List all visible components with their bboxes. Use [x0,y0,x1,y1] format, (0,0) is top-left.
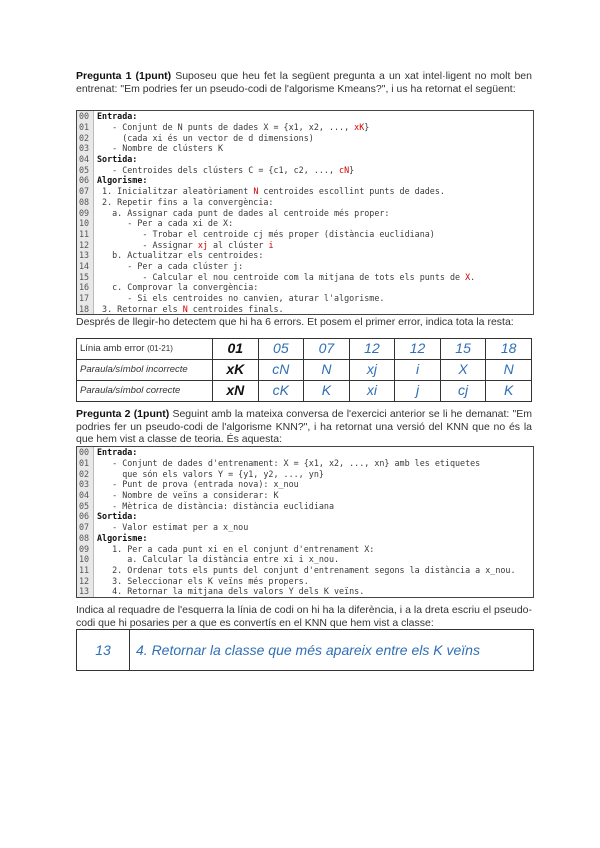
code-text [94,229,435,239]
code-text [94,447,137,457]
line-number: 11 [77,565,94,576]
code-token: - Trobar el centroide cj més proper (distància euclidiana) [97,228,435,239]
code-token: que són els valors Y = {y1, y2, ..., yn} [97,468,324,479]
code-text [94,501,334,511]
incorrect-symbol-cell [349,360,395,381]
code-token: c. Comprovar la convergència: [97,282,259,293]
row-label-correct: Paraula/símbol correcte [77,381,213,402]
error-line-cell [258,339,304,360]
line-number: 04 [77,490,94,501]
incorrect-symbol: xK [226,361,245,377]
code-token: - Nombre de veïns a considerar: K [97,490,279,501]
code-text [94,197,273,207]
row-label-lines-text: Línia amb error [80,343,145,354]
code-text [94,272,475,282]
code-line [77,186,533,197]
error-line: 01 [227,340,244,356]
q1-intro: Suposeu que heu fet la següent pregunta a un xat intel·ligent no molt ben entrenat: "Em podries fer un pseudo-codi de l'algorisme Kmeans?", i us ha retornat el següent: [76,70,532,95]
incorrect-symbol: N [321,361,332,377]
line-number: 00 [77,447,94,458]
code-line [77,122,533,133]
code-text [94,479,299,489]
line-number: 08 [77,533,94,544]
code-line [77,565,533,576]
line-number: 02 [77,132,94,143]
line-number: 01 [77,122,94,133]
code-line [77,533,533,544]
code-text [94,544,374,554]
code-text [94,533,147,543]
code-text [94,261,243,271]
q2-title: Pregunta 2 (1punt) [76,408,170,420]
line-number: 09 [77,207,94,218]
code-line [77,207,533,218]
code-line [77,447,533,458]
code-line [77,282,533,293]
error-token: N [253,186,259,197]
correct-symbol: cj [458,382,469,398]
code-token: centroides finals. [187,303,284,314]
correct-symbol: xi [366,382,378,398]
code-line [77,522,533,533]
code-line [77,293,533,304]
code-text [94,250,263,260]
q1-error-table [76,338,532,402]
code-text [94,282,258,292]
correct-symbol: cK [272,382,290,398]
incorrect-symbol-cell [213,360,259,381]
code-token: - Mètrica de distància: distància euclidiana [97,500,334,511]
code-line [77,132,533,143]
line-number: 00 [77,111,94,122]
code-text [94,175,147,185]
code-token: 3. Retornar els [97,303,183,314]
code-line [77,111,533,122]
correct-symbol: K [321,382,332,398]
line-number: 12 [77,575,94,586]
code-text [94,511,137,521]
correct-symbol-cell [486,381,532,402]
code-line [77,303,533,314]
code-token: Entrada: [97,447,138,458]
code-text [94,165,354,175]
line-number: 10 [77,554,94,565]
incorrect-symbol-cell [304,360,350,381]
code-line [77,218,533,229]
code-text [94,565,516,575]
code-token: a. Calcular la distància entre xi i x_nou. [97,554,340,565]
code-line [77,175,533,186]
code-line [77,239,533,250]
code-line [77,250,533,261]
error-line-cell [486,339,532,360]
q2-code-block [76,446,534,598]
q1-title: Pregunta 1 (1punt) [76,70,172,82]
code-token: - Punt de prova (entrada nova): x_nou [97,479,299,490]
line-number: 05 [77,500,94,511]
code-token: 2. Repetir fins a la convergència: [97,196,274,207]
code-token: Sortida: [97,511,138,522]
code-text [94,186,445,196]
code-token: - Conjunt de dades d'entrenament: X = {x1, x2, ..., xn} amb les etiquetes [97,458,481,469]
line-number: 07 [77,522,94,533]
code-text [94,218,233,228]
code-token: 1. Per a cada punt xi en el conjunt d'entrenament X: [97,543,375,554]
answer-text-cell [130,630,533,670]
code-token: 2. Ordenar tots els punts del conjunt d'entrenament segons la distància a x_nou. [97,564,516,575]
answer-line: 13 [95,642,111,658]
line-number: 03 [77,143,94,154]
line-number: 13 [77,250,94,261]
code-token: } [364,122,370,133]
incorrect-symbol: cN [272,361,290,377]
incorrect-symbol: i [415,361,420,377]
q2-intro: Seguint amb la mateixa conversa de l'exercici anterior se li he demanat: "Em podries fer un pseudo-codi de l'algorisme KNN?", i ha retornat una versió del KNN que no és la que hem vist a classe de teoria. És aquesta: [76,408,532,445]
line-number: 15 [77,271,94,282]
incorrect-row [77,360,532,381]
line-number: 06 [77,511,94,522]
code-text [94,576,309,586]
code-text [94,133,314,143]
code-line [77,500,533,511]
line-number: 16 [77,282,94,293]
code-token: al clúster [207,239,269,250]
correct-symbol-cell [395,381,441,402]
answer-line-cell [77,630,130,670]
code-token: Algorisme: [97,175,148,186]
code-text [94,240,274,250]
code-line [77,543,533,554]
incorrect-symbol: X [458,361,468,377]
code-text [94,469,324,479]
error-line-cell [304,339,350,360]
code-token: - Si els centroides no canvien, aturar l'algorisme. [97,293,385,304]
error-line-row [77,339,532,360]
code-text [94,490,279,500]
code-line [77,479,533,490]
line-number: 09 [77,543,94,554]
code-text [94,208,389,218]
code-token: - Nombre de clústers K [97,143,224,154]
code-token: 4. Retornar la mitjana dels valors Y dels K veïns. [97,586,365,597]
correct-symbol: K [504,382,514,398]
line-number: 17 [77,293,94,304]
line-number: 18 [77,303,94,314]
error-token: xK [354,122,365,133]
code-line [77,468,533,479]
code-text [94,554,339,564]
correct-symbol: j [415,382,420,398]
error-line-cell [440,339,486,360]
line-number: 12 [77,239,94,250]
line-number: 01 [77,458,94,469]
row-label-incorrect: Paraula/símbol incorrecte [77,360,213,381]
code-line [77,271,533,282]
line-number: 07 [77,186,94,197]
code-token: - Centroides dels clústers C = {c1, c2, ..., [97,164,340,175]
error-line: 05 [273,340,289,356]
code-line [77,164,533,175]
code-token: } [349,164,355,175]
code-token: - Valor estimat per a x_nou [97,522,249,533]
line-number: 05 [77,164,94,175]
error-token: xj [197,239,208,250]
correct-row [77,381,532,402]
row-label-lines [77,339,213,360]
error-line-cell [213,339,259,360]
correct-symbol-cell [440,381,486,402]
code-token: - Per a cada xi de X: [97,218,234,229]
code-text [94,304,284,314]
code-line [77,143,533,154]
incorrect-symbol-cell [486,360,532,381]
line-number: 08 [77,197,94,208]
code-token: - Conjunt de N punts de dades X = {x1, x2, ..., [97,122,355,133]
code-token: - Per a cada clúster j: [97,260,244,271]
q2-statement [76,408,532,446]
code-token: a. Assignar cada punt de dades al centroide més proper: [97,207,390,218]
code-line [77,575,533,586]
code-text [94,522,248,532]
code-line [77,261,533,272]
code-text [94,122,369,132]
incorrect-symbol-cell [395,360,441,381]
error-line: 15 [455,340,471,356]
code-text [94,586,364,596]
code-token: Entrada: [97,111,138,122]
code-text [94,154,137,164]
q2-answer-box [76,629,534,671]
code-line [77,511,533,522]
correct-symbol-cell [213,381,259,402]
correct-symbol-cell [349,381,395,402]
code-line [77,154,533,165]
q1-instructions: Després de llegir-ho detectem que hi ha 6 errors. Et posem el primer error, indica tota la resta: [76,316,514,328]
correct-symbol-cell [258,381,304,402]
code-token: . [470,271,476,282]
code-token: 1. Inicialitzar aleatòriament [97,186,254,197]
incorrect-symbol-cell [258,360,304,381]
code-line [77,458,533,469]
incorrect-symbol-cell [440,360,486,381]
error-token: N [182,303,188,314]
error-line: 07 [318,340,335,356]
q2-instructions: Indica al requadre de l'esquerra la línia de codi on hi ha la diferència, i a la dreta escriu el pseudo-codi que hi posaries per a que es convertís en el KNN que hem vist a classe: [76,604,532,629]
code-text [94,458,480,468]
line-number: 03 [77,479,94,490]
line-number: 14 [77,261,94,272]
code-line [77,586,533,597]
code-token: Sortida: [97,154,138,165]
code-text [94,293,384,303]
line-number: 13 [77,586,94,597]
line-number: 04 [77,154,94,165]
code-line [77,490,533,501]
line-number: 02 [77,468,94,479]
code-text [94,111,137,121]
code-token: (cada xi és un vector de d dimensions) [97,132,314,143]
incorrect-symbol: N [503,361,514,377]
code-token: Algorisme: [97,532,148,543]
error-line: 12 [409,340,426,356]
code-token: - Assignar [97,239,198,250]
line-number: 06 [77,175,94,186]
answer-text: 4. Retornar la classe que més apareix entre els K veïns [136,642,480,658]
code-line [77,229,533,240]
row-label-range: (01-21) [147,344,173,353]
q1-statement [76,70,532,95]
code-token: centroides escollint punts de dades. [258,186,445,197]
line-number: 11 [77,229,94,240]
code-line [77,554,533,565]
error-token: X [465,271,471,282]
correct-symbol-cell [304,381,350,402]
error-token: cN [339,164,350,175]
error-line-cell [395,339,441,360]
correct-symbol: xN [226,382,245,398]
line-number: 10 [77,218,94,229]
error-line-cell [349,339,395,360]
code-token: - Calcular el nou centroide com la mitjana de tots els punts de [97,271,466,282]
code-token: b. Actualitzar els centroides: [97,250,264,261]
error-line: 18 [500,340,517,356]
q1-code-block [76,110,534,315]
code-line [77,197,533,208]
incorrect-symbol: xj [366,361,378,377]
error-token: i [268,239,274,250]
error-line: 12 [364,340,380,356]
code-text [94,143,223,153]
code-token: 3. Seleccionar els K veïns més propers. [97,575,309,586]
